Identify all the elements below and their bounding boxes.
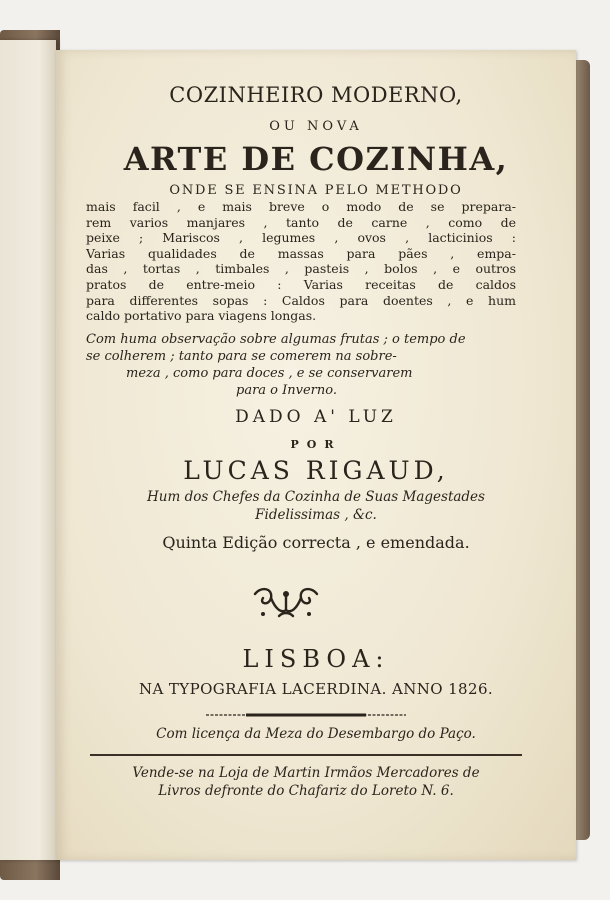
decorative-rule [206, 712, 406, 718]
printer-line: NA TYPOGRAFIA LACERDINA. ANNO 1826. [138, 680, 494, 698]
description-line: mais facil , e mais breve o modo de se prepara- [86, 199, 516, 214]
observation-line: para o Inverno. [236, 383, 337, 398]
floral-ornament-icon [251, 584, 321, 620]
city-name: LISBOA: [242, 645, 390, 673]
description-line: das , tortas , timbales , pasteis , bolos , e outros [86, 261, 516, 277]
credential-line: Hum dos Chefes da Cozinha de Suas Magestades [147, 489, 485, 505]
fly-leaf [0, 40, 56, 860]
description-line: caldo portativo para viagens longas. [86, 308, 317, 324]
title-page [56, 50, 576, 860]
edition-statement: Quinta Edição correcta , e emendada. [162, 533, 470, 552]
horizontal-rule [90, 754, 522, 756]
author-name: LUCAS RIGAUD, [183, 456, 449, 485]
title-line-1: COZINHEIRO MODERNO, [169, 83, 463, 107]
por-label: POR [290, 438, 342, 451]
dado-a-luz: DADO A' LUZ [235, 407, 397, 427]
description-line: Varias qualidades de massas para pães , empa- [86, 245, 516, 261]
description-line: peixe ; Mariscos , legumes , ovos , lacticinios : [86, 230, 516, 246]
description-line: pratos de entre-meio : Varias receitas de caldos [86, 276, 516, 292]
licence-line: Com licença da Meza do Desembargo do Paço. [156, 726, 476, 742]
observation-line: se colherem ; tanto para se comerem na sobre- [86, 349, 397, 364]
seller-info [86, 764, 526, 800]
description-line: para differentes sopas : Caldos para doentes , e hum [86, 292, 516, 308]
description-line: rem varios manjares , tanto de carne , como de [86, 214, 516, 230]
observation-line: Com huma observação sobre algumas frutas ; o tempo de [86, 332, 466, 347]
seller-line: Vende-se na Loja de Martin Irmãos Mercadores de [132, 765, 480, 781]
subtitle-line: ONDE SE ENSINA PELO METHODO [169, 183, 463, 198]
observation-line: meza , como para doces , e se conservarem [126, 366, 413, 381]
description-paragraph [86, 199, 516, 324]
observation-paragraph [86, 331, 526, 399]
seller-line: Livros defronte do Chafariz do Loreto N. 6. [158, 783, 454, 799]
title-line-2: OU NOVA [269, 119, 363, 134]
author-credentials [96, 488, 536, 524]
main-title: ARTE DE COZINHA, [123, 140, 509, 178]
credential-line: Fidelissimas , &c. [255, 507, 377, 523]
